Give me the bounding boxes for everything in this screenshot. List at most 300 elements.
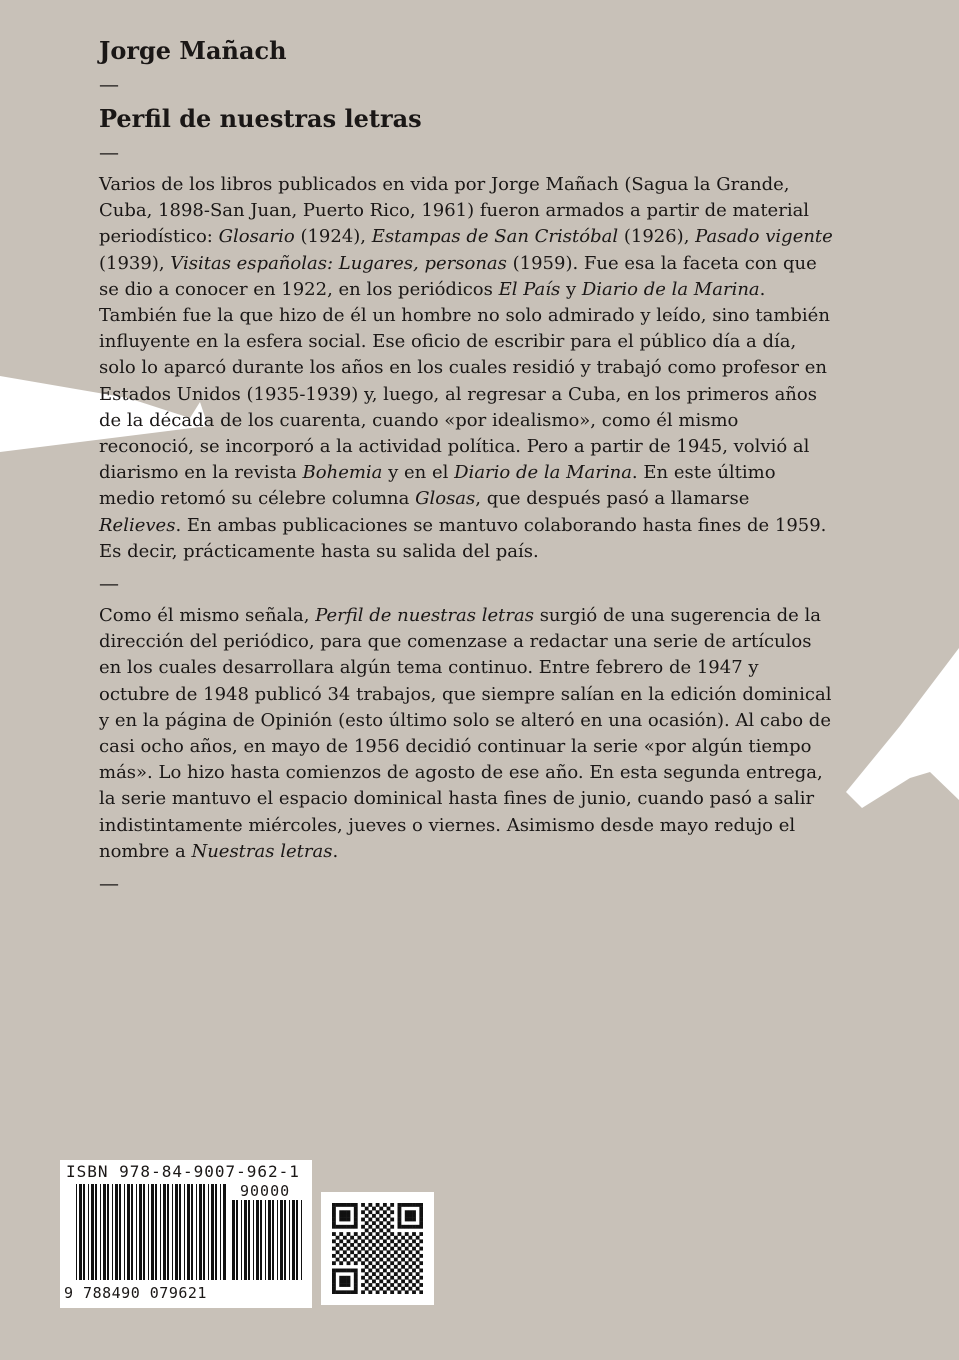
- qr-module: [354, 1283, 358, 1287]
- paragraph-text: y: [560, 278, 582, 300]
- qr-module: [390, 1254, 394, 1258]
- qr-module: [365, 1243, 369, 1247]
- qr-module: [376, 1283, 380, 1287]
- barcode-bar: [241, 1200, 242, 1280]
- qr-module: [419, 1225, 423, 1229]
- qr-module: [419, 1254, 423, 1258]
- qr-module: [372, 1272, 376, 1276]
- qr-module: [419, 1239, 423, 1243]
- qr-module: [416, 1225, 420, 1229]
- qr-module: [354, 1261, 358, 1265]
- qr-module: [416, 1279, 420, 1283]
- qr-module: [390, 1210, 394, 1214]
- qr-module: [354, 1290, 358, 1294]
- qr-module: [343, 1269, 347, 1273]
- qr-module: [390, 1290, 394, 1294]
- qr-module: [350, 1250, 354, 1254]
- qr-module: [412, 1210, 416, 1214]
- barcode-bar: [199, 1184, 202, 1280]
- qr-module: [361, 1225, 365, 1229]
- qr-module: [361, 1239, 365, 1243]
- paragraph-text: (1926),: [618, 226, 696, 248]
- qr-module: [361, 1210, 365, 1214]
- qr-module: [372, 1236, 376, 1240]
- qr-module: [419, 1214, 423, 1218]
- qr-module: [368, 1290, 372, 1294]
- qr-module: [401, 1203, 405, 1207]
- qr-module: [398, 1218, 402, 1222]
- qr-module: [390, 1203, 394, 1207]
- qr-module: [347, 1283, 351, 1287]
- qr-module: [368, 1269, 372, 1273]
- qr-module: [368, 1276, 372, 1280]
- qr-module: [419, 1232, 423, 1236]
- italic-title-text: Nuestras letras: [191, 840, 333, 862]
- qr-module: [357, 1258, 361, 1262]
- qr-module: [419, 1269, 423, 1273]
- italic-title-text: Bohemia: [302, 462, 383, 484]
- qr-module: [332, 1232, 336, 1236]
- barcode-bar: [88, 1184, 89, 1280]
- qr-module: [350, 1258, 354, 1262]
- qr-module: [347, 1276, 351, 1280]
- qr-module: [343, 1214, 347, 1218]
- qr-module: [390, 1247, 394, 1251]
- qr-module: [379, 1243, 383, 1247]
- qr-module: [332, 1272, 336, 1276]
- qr-module: [412, 1276, 416, 1280]
- barcode-bar: [289, 1200, 290, 1280]
- qr-module: [354, 1269, 358, 1273]
- qr-module: [332, 1261, 336, 1265]
- qr-module: [368, 1232, 372, 1236]
- qr-module: [390, 1239, 394, 1243]
- qr-module: [398, 1261, 402, 1265]
- barcode-bar: [172, 1184, 173, 1280]
- qr-module: [387, 1243, 391, 1247]
- qr-module: [416, 1258, 420, 1262]
- qr-module: [347, 1210, 351, 1214]
- qr-module: [394, 1272, 398, 1276]
- qr-module: [365, 1250, 369, 1254]
- qr-module: [387, 1287, 391, 1291]
- qr-module: [401, 1279, 405, 1283]
- qr-module: [412, 1261, 416, 1265]
- barcode-bar: [107, 1184, 109, 1280]
- qr-module: [343, 1250, 347, 1254]
- qr-module: [343, 1290, 347, 1294]
- qr-module: [416, 1265, 420, 1269]
- barcode-bar: [280, 1200, 283, 1280]
- qr-module: [343, 1279, 347, 1283]
- barcode-bar: [220, 1184, 221, 1280]
- qr-module: [401, 1243, 405, 1247]
- qr-module: [383, 1239, 387, 1243]
- qr-module: [401, 1265, 405, 1269]
- barcode-bar: [79, 1184, 82, 1280]
- qr-module: [408, 1243, 412, 1247]
- qr-module: [394, 1243, 398, 1247]
- synopsis-paragraph-1: [99, 172, 834, 565]
- qr-module: [419, 1276, 423, 1280]
- qr-module: [354, 1207, 358, 1211]
- qr-module: [405, 1247, 409, 1251]
- qr-module: [405, 1261, 409, 1265]
- qr-module: [398, 1254, 402, 1258]
- qr-module: [354, 1276, 358, 1280]
- barcode-bar: [223, 1184, 226, 1280]
- qr-module: [343, 1236, 347, 1240]
- qr-module: [398, 1283, 402, 1287]
- qr-module: [401, 1250, 405, 1254]
- qr-module: [387, 1272, 391, 1276]
- qr-module: [365, 1258, 369, 1262]
- qr-module: [372, 1243, 376, 1247]
- qr-module: [347, 1254, 351, 1258]
- qr-module: [416, 1243, 420, 1247]
- qr-module: [379, 1265, 383, 1269]
- qr-code-pattern: [332, 1203, 423, 1294]
- barcode-bar: [265, 1200, 266, 1280]
- qr-module: [368, 1203, 372, 1207]
- separator-dash: —: [99, 871, 119, 896]
- qr-module: [336, 1250, 340, 1254]
- qr-module: [383, 1269, 387, 1273]
- barcode-bar: [191, 1184, 193, 1280]
- qr-module: [354, 1279, 358, 1283]
- qr-module: [405, 1203, 409, 1207]
- qr-module: [357, 1236, 361, 1240]
- qr-module: [354, 1225, 358, 1229]
- barcode-bar: [124, 1184, 125, 1280]
- barcode-bar: [232, 1200, 235, 1280]
- qr-module: [387, 1207, 391, 1211]
- qr-module: [336, 1225, 340, 1229]
- paragraph-text: (1924),: [294, 226, 372, 248]
- qr-module: [412, 1247, 416, 1251]
- qr-module: [416, 1203, 420, 1207]
- qr-module: [365, 1207, 369, 1211]
- barcode-bar: [91, 1184, 94, 1280]
- qr-module: [401, 1225, 405, 1229]
- qr-module: [332, 1287, 336, 1291]
- isbn-label: ISBN 978-84-9007-962-1: [66, 1162, 300, 1181]
- qr-module: [387, 1265, 391, 1269]
- barcode-bar: [139, 1184, 142, 1280]
- qr-module: [347, 1203, 351, 1207]
- barcode-bar: [208, 1184, 209, 1280]
- paragraph-text: . También fue la que hizo de él un hombre no solo admirado y leído, sino también influyente en la esfera social. Ese oficio de escribir para el público día a día, solo lo aparcó durante los años en los cuales residió y trabajó como profesor en Estados Unidos (1935-1939) y, luego, al regresar a Cuba, en los primeros años de la década de los cuarenta, cuando «por idealismo», como él mismo reconoció, se incorporó a la actividad política. Pero a partir de 1945, volvió al diarismo en la revista: [99, 278, 830, 484]
- qr-module: [408, 1250, 412, 1254]
- barcode-bar: [284, 1200, 286, 1280]
- qr-module: [398, 1203, 402, 1207]
- qr-module: [368, 1261, 372, 1265]
- qr-module: [368, 1225, 372, 1229]
- qr-module: [365, 1272, 369, 1276]
- qr-module: [398, 1207, 402, 1211]
- qr-module: [405, 1232, 409, 1236]
- qr-module: [405, 1239, 409, 1243]
- qr-module: [390, 1225, 394, 1229]
- qr-module: [336, 1243, 340, 1247]
- paragraph-text: . En este último medio retomó su célebre columna: [99, 462, 776, 510]
- qr-module: [354, 1239, 358, 1243]
- qr-module: [376, 1254, 380, 1258]
- barcode-bar: [248, 1200, 250, 1280]
- qr-module: [376, 1210, 380, 1214]
- qr-module: [390, 1269, 394, 1273]
- qr-module: [336, 1258, 340, 1262]
- qr-module: [408, 1265, 412, 1269]
- qr-module: [416, 1272, 420, 1276]
- italic-title-text: Visitas españolas: Lugares, personas: [170, 252, 507, 274]
- qr-module: [343, 1210, 347, 1214]
- barcode-bar: [155, 1184, 157, 1280]
- qr-module: [398, 1225, 402, 1229]
- qr-module: [408, 1236, 412, 1240]
- qr-module: [347, 1279, 351, 1283]
- qr-module: [383, 1254, 387, 1258]
- qr-module: [347, 1225, 351, 1229]
- barcode-bar: [187, 1184, 190, 1280]
- barcode-bar: [268, 1200, 271, 1280]
- qr-module: [419, 1247, 423, 1251]
- barcode-bar: [115, 1184, 118, 1280]
- qr-module: [354, 1287, 358, 1291]
- qr-module: [379, 1207, 383, 1211]
- qr-module: [394, 1279, 398, 1283]
- qr-module: [368, 1218, 372, 1222]
- qr-module: [379, 1228, 383, 1232]
- qr-module: [339, 1254, 343, 1258]
- qr-module: [376, 1239, 380, 1243]
- qr-module: [339, 1261, 343, 1265]
- qr-module: [332, 1247, 336, 1251]
- barcode-bar: [119, 1184, 121, 1280]
- qr-module: [379, 1221, 383, 1225]
- qr-module: [354, 1214, 358, 1218]
- qr-module: [419, 1221, 423, 1225]
- qr-module: [416, 1236, 420, 1240]
- barcode-bar: [131, 1184, 133, 1280]
- qr-module: [412, 1254, 416, 1258]
- qr-module: [336, 1290, 340, 1294]
- qr-module: [383, 1203, 387, 1207]
- qr-module: [372, 1228, 376, 1232]
- qr-module: [408, 1214, 412, 1218]
- qr-module: [390, 1276, 394, 1280]
- qr-module: [343, 1258, 347, 1262]
- barcode-bar: [143, 1184, 145, 1280]
- qr-module: [332, 1239, 336, 1243]
- qr-module: [332, 1290, 336, 1294]
- qr-module: [398, 1214, 402, 1218]
- qr-module: [412, 1290, 416, 1294]
- barcode-bar: [148, 1184, 149, 1280]
- qr-module: [412, 1283, 416, 1287]
- qr-module: [343, 1243, 347, 1247]
- qr-module: [412, 1269, 416, 1273]
- qr-module: [354, 1247, 358, 1251]
- paragraph-text: , que después pasó a llamarse: [475, 488, 750, 510]
- barcode-addon-digits: 90000: [240, 1182, 291, 1200]
- qr-module: [365, 1221, 369, 1225]
- qr-module: [339, 1247, 343, 1251]
- barcode-bar: [301, 1200, 302, 1280]
- qr-module: [343, 1225, 347, 1229]
- qr-module: [387, 1258, 391, 1262]
- qr-module: [383, 1283, 387, 1287]
- barcode-bar: [163, 1184, 166, 1280]
- qr-module: [408, 1210, 412, 1214]
- qr-module: [390, 1218, 394, 1222]
- qr-module: [361, 1232, 365, 1236]
- paragraph-text: . En ambas publicaciones se mantuvo colaborando hasta fines de 1959. Es decir, prácticamente hasta su salida del país.: [99, 514, 827, 562]
- barcode-bar: [184, 1184, 185, 1280]
- qr-module: [343, 1218, 347, 1222]
- qr-module: [372, 1221, 376, 1225]
- qr-module: [368, 1210, 372, 1214]
- qr-module: [339, 1269, 343, 1273]
- qr-module: [365, 1279, 369, 1283]
- qr-module: [379, 1236, 383, 1240]
- qr-module: [347, 1214, 351, 1218]
- qr-module: [408, 1272, 412, 1276]
- qr-module: [332, 1279, 336, 1283]
- italic-title-text: Estampas de San Cristóbal: [371, 226, 619, 248]
- qr-module: [379, 1272, 383, 1276]
- paragraph-text: (1939),: [99, 252, 171, 274]
- qr-module: [405, 1254, 409, 1258]
- qr-module: [350, 1269, 354, 1273]
- qr-module: [361, 1261, 365, 1265]
- qr-module: [339, 1232, 343, 1236]
- barcode-bar: [95, 1184, 97, 1280]
- qr-module: [343, 1203, 347, 1207]
- barcode-bar: [100, 1184, 101, 1280]
- qr-module: [361, 1290, 365, 1294]
- qr-module: [383, 1218, 387, 1222]
- qr-module: [398, 1210, 402, 1214]
- synopsis-paragraph-2: [99, 603, 834, 865]
- qr-module: [383, 1261, 387, 1265]
- italic-title-text: Glosas: [415, 488, 476, 510]
- qr-module: [416, 1287, 420, 1291]
- barcode-bar: [236, 1200, 238, 1280]
- qr-module: [383, 1276, 387, 1280]
- qr-module: [416, 1250, 420, 1254]
- qr-module: [376, 1218, 380, 1222]
- qr-module: [372, 1214, 376, 1218]
- barcode-bar: [277, 1200, 278, 1280]
- isbn-barcode: [60, 1160, 312, 1308]
- paragraph-text: Varios de los libros publicados en vida por Jorge Mañach (Sagua la Grande, Cuba, 1898-San Juan, Puerto Rico, 1961) fueron armados a partir de material periodístico:: [99, 174, 810, 248]
- back-cover-text: [99, 36, 834, 903]
- qr-module: [387, 1236, 391, 1240]
- qr-module: [398, 1276, 402, 1280]
- qr-module: [347, 1261, 351, 1265]
- barcode-bar: [127, 1184, 130, 1280]
- qr-module: [394, 1265, 398, 1269]
- qr-code: [321, 1192, 434, 1305]
- qr-module: [412, 1239, 416, 1243]
- separator-dash: —: [99, 72, 119, 96]
- qr-module: [336, 1269, 340, 1273]
- qr-module: [339, 1279, 343, 1283]
- barcode-bar: [244, 1200, 247, 1280]
- qr-module: [347, 1232, 351, 1236]
- qr-module: [376, 1247, 380, 1251]
- qr-module: [398, 1290, 402, 1294]
- qr-module: [387, 1250, 391, 1254]
- qr-module: [387, 1221, 391, 1225]
- barcode-bar: [196, 1184, 197, 1280]
- qr-module: [383, 1232, 387, 1236]
- italic-title-text: Pasado vigente: [695, 226, 833, 248]
- qr-module: [387, 1228, 391, 1232]
- qr-module: [365, 1236, 369, 1240]
- barcode-bar: [215, 1184, 217, 1280]
- qr-module: [379, 1287, 383, 1291]
- qr-module: [339, 1203, 343, 1207]
- qr-module: [365, 1287, 369, 1291]
- qr-module: [365, 1214, 369, 1218]
- qr-module: [361, 1254, 365, 1258]
- qr-module: [332, 1269, 336, 1273]
- qr-module: [379, 1214, 383, 1218]
- qr-module: [339, 1276, 343, 1280]
- barcode-bar: [83, 1184, 85, 1280]
- qr-module: [398, 1221, 402, 1225]
- qr-module: [365, 1265, 369, 1269]
- qr-module: [372, 1287, 376, 1291]
- qr-module: [347, 1239, 351, 1243]
- qr-module: [398, 1239, 402, 1243]
- qr-module: [408, 1287, 412, 1291]
- qr-module: [419, 1207, 423, 1211]
- paragraph-text: surgió de una sugerencia de la dirección del periódico, para que comenzase a redactar una serie de artículos en los cuales desarrollara algún tema continuo. Entre febrero de 1947 y octubre de 1948 publicó 34 trabajos, que siempre salían en la edición dominical y en la página de Opinión (esto último solo se alteró en una ocasión). Al cabo de casi ocho años, en mayo de 1956 decidió continuar la serie «por algún tiempo más». Lo hizo hasta comienzos de agosto de ese año. En esta segunda entrega, la serie mantuvo el espacio dominical hasta fines de junio, cuando pasó a salir indistintamente miércoles, jueves o viernes. Asimismo desde mayo redujo el nombre a: [99, 605, 832, 862]
- qr-module: [332, 1283, 336, 1287]
- qr-module: [332, 1254, 336, 1258]
- barcode-bar: [296, 1200, 298, 1280]
- qr-module: [343, 1276, 347, 1280]
- qr-module: [394, 1236, 398, 1240]
- qr-module: [398, 1232, 402, 1236]
- qr-module: [405, 1283, 409, 1287]
- qr-module: [376, 1203, 380, 1207]
- qr-module: [405, 1214, 409, 1218]
- qr-module: [350, 1290, 354, 1294]
- qr-module: [394, 1250, 398, 1254]
- qr-module: [405, 1225, 409, 1229]
- qr-module: [343, 1283, 347, 1287]
- barcode-bar: [179, 1184, 181, 1280]
- qr-module: [332, 1203, 336, 1207]
- qr-module: [354, 1254, 358, 1258]
- qr-module: [332, 1221, 336, 1225]
- qr-module: [405, 1269, 409, 1273]
- qr-module: [408, 1225, 412, 1229]
- qr-module: [379, 1258, 383, 1262]
- qr-module: [412, 1203, 416, 1207]
- qr-module: [339, 1225, 343, 1229]
- qr-module: [339, 1210, 343, 1214]
- italic-title-text: Diario de la Marina: [454, 462, 632, 484]
- paragraph-text: (1959). Fue esa la faceta con que se dio a conocer en 1922, en los periódicos: [99, 252, 817, 300]
- qr-module: [405, 1210, 409, 1214]
- qr-module: [339, 1218, 343, 1222]
- separator-dash: —: [99, 140, 119, 164]
